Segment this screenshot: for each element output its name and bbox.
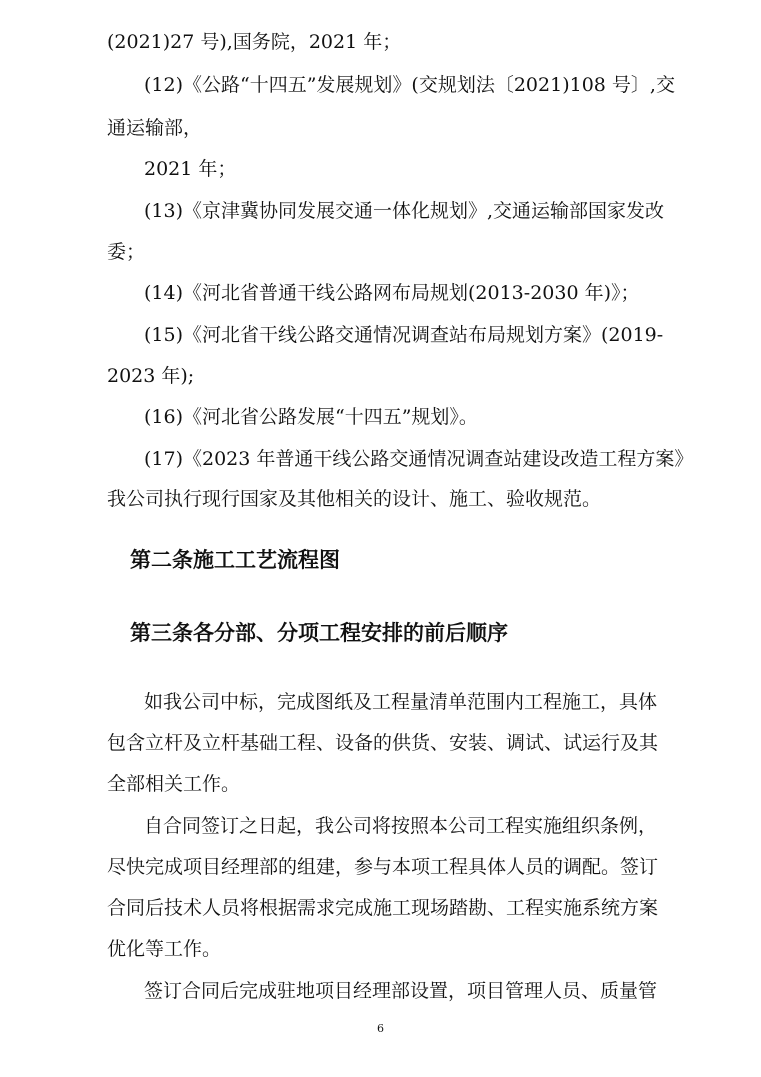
section-heading: 第三条各分部、分项工程安排的前后顺序 [130,621,508,645]
section-heading: 第二条施工工艺流程图 [130,548,340,572]
text-line: 包含立杆及立杆基础工程、设备的供货、安装、调试、试运行及其 [107,732,659,754]
text-line: (16)《河北省公路发展“十四五”规划》。 [144,406,478,428]
text-line: (15)《河北省干线公路交通情况调查站布局规划方案》(2019- [144,324,664,346]
text-line: 优化等工作。 [107,938,222,960]
text-line: 尽快完成项目经理部的组建，参与本项工程具体人员的调配。签订 [107,856,659,878]
text-line: (13)《京津冀协同发展交通一体化规划》,交通运输部国家发改 [144,200,665,222]
text-line: 通运输部， [107,117,203,139]
text-line: (17)《2023 年普通干线公路交通情况调查站建设改造工程方案》 [144,448,694,470]
text-line: 合同后技术人员将根据需求完成施工现场踏勘、工程实施系统方案 [107,897,659,919]
text-line: 自合同签订之日起，我公司将按照本公司工程实施组织条例， [144,815,658,837]
text-line: 2023 年); [107,365,195,387]
text-line: (2021)27 号),国务院，2021 年； [107,31,402,53]
text-line: 全部相关工作。 [107,773,241,795]
text-line: 如我公司中标，完成图纸及工程量清单范围内工程施工，具体 [144,691,658,713]
text-line: 我公司执行现行国家及其他相关的设计、施工、验收规范。 [107,488,602,510]
text-line: 委； [107,241,146,263]
text-line: (12)《公路“十四五”发展规划》(交规划法〔2021)108 号〕,交 [144,74,675,96]
text-line: 签订合同后完成驻地项目经理部设置，项目管理人员、质量管 [144,980,658,1002]
text-line: (14)《河北省普通干线公路网布局规划(2013-2030 年)》； [144,282,640,304]
page-number: 6 [377,1022,384,1035]
text-line: 2021 年； [144,158,237,180]
